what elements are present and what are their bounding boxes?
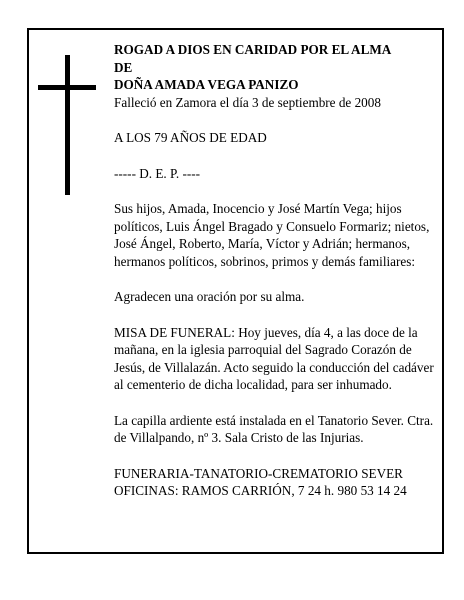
rip-line: ----- D. E. P. ---- bbox=[114, 165, 201, 181]
cross-vertical-bar bbox=[65, 55, 70, 195]
deceased-name: DOÑA AMADA VEGA PANIZO bbox=[114, 77, 299, 92]
family-paragraph: Sus hijos, Amada, Inocencio y José Martín Vega; hijos políticos, Luis Ángel Bragado y Consuelo Formariz; nietos, José Ángel, Roberto, María, Víctor y Adrián; hermanos, hermanos políticos, sobrinos, primos y demás familiares: bbox=[114, 201, 430, 269]
offices-line: OFICINAS: RAMOS CARRIÓN, 7 24 h. 980 53 14 24 bbox=[114, 483, 407, 498]
chapel-paragraph: La capilla ardiente está instalada en el Tanatorio Sever. Ctra. de Villalpando, nº 3. Sala Cristo de las Injurias. bbox=[114, 412, 434, 445]
death-notice: Falleció en Zamora el día 3 de septiembre de 2008 bbox=[114, 94, 381, 110]
funeral-home-line: FUNERARIA-TANATORIO-CREMATORIO SEVER bbox=[114, 465, 403, 481]
header-line-1: ROGAD A DIOS EN CARIDAD POR EL ALMA bbox=[114, 42, 392, 57]
header-line-2: DE bbox=[114, 59, 133, 75]
cross-horizontal-bar bbox=[38, 85, 96, 90]
age-line: A LOS 79 AÑOS DE EDAD bbox=[114, 130, 267, 145]
obituary-text bbox=[114, 41, 434, 500]
thanks-line: Agradecen una oración por su alma. bbox=[114, 289, 305, 304]
funeral-mass-paragraph: MISA DE FUNERAL: Hoy jueves, día 4, a las doce de la mañana, en la iglesia parroquial del Sagrado Corazón de Jesús, de Villalazán. Acto seguido la conducción del cadáver al cementerio de dicha localidad, para ser inhumado. bbox=[114, 324, 434, 392]
